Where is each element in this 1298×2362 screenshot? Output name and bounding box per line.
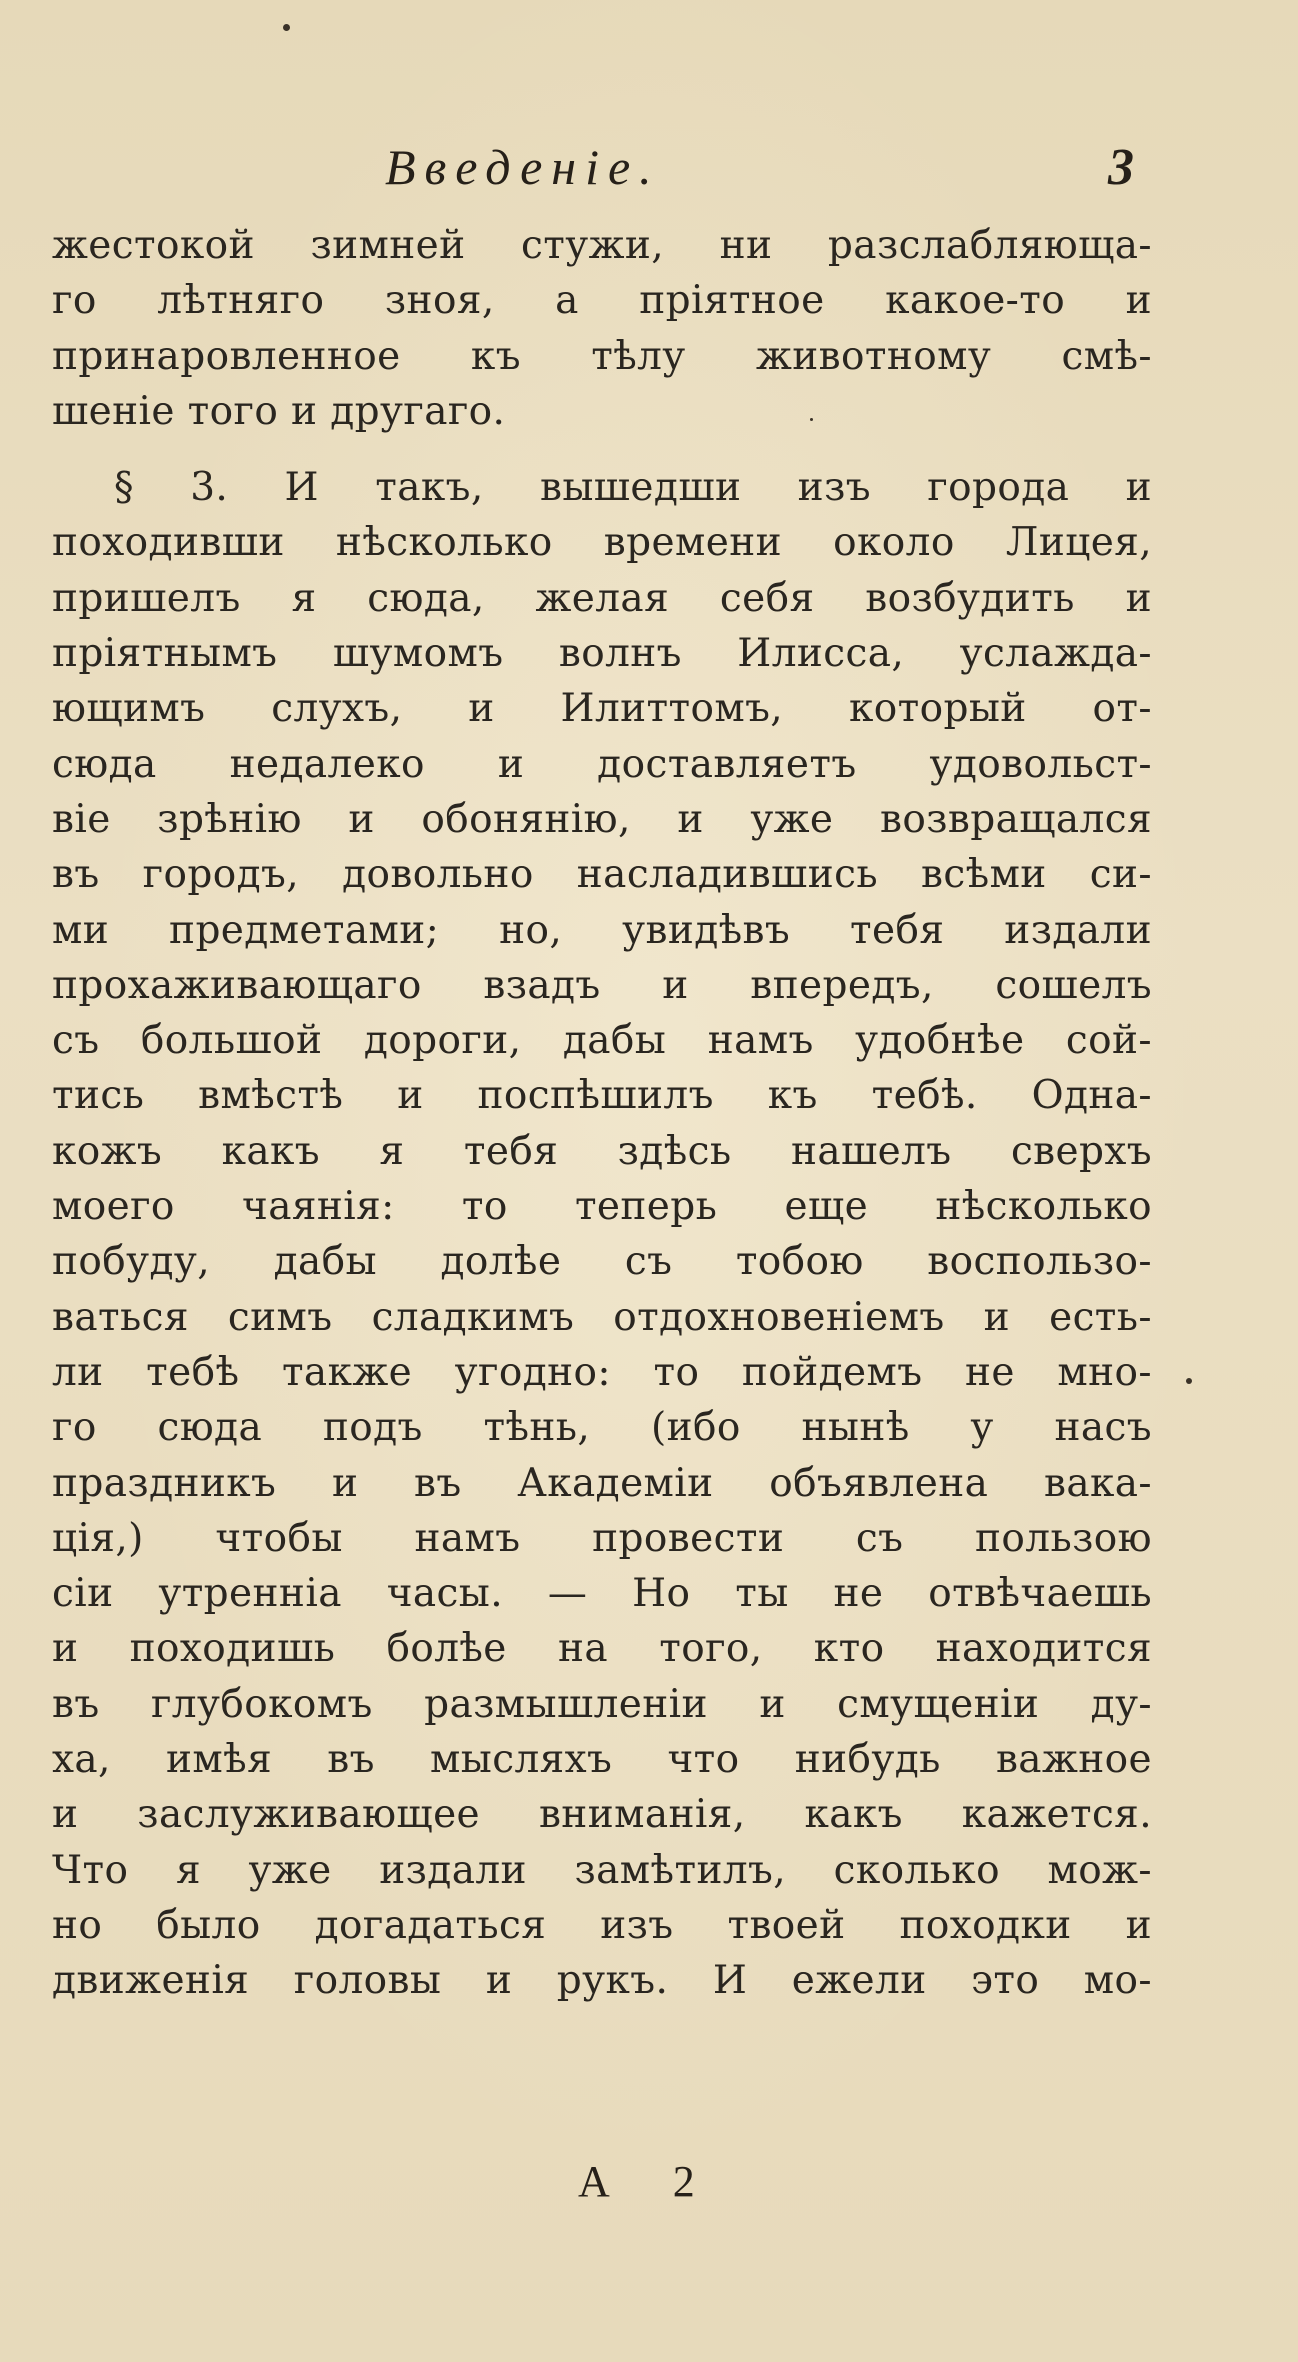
text-line: ющимъ слухъ, и Илиттомъ, который от- — [52, 686, 1152, 732]
text-line: прохаживающаго взадъ и впередъ, сошелъ — [52, 962, 1152, 1008]
text-line: го лѣтняго зноя, а пріятное какое-то и — [52, 278, 1152, 324]
text-line: Что я уже издали замѣтилъ, сколько мож- — [52, 1847, 1152, 1893]
text-line: ція,) чтобы намъ провести съ пользою — [52, 1515, 1152, 1561]
text-line: ха, имѣя въ мысляхъ что нибудь важное — [52, 1737, 1152, 1783]
text-line: въ глубокомъ размышленіи и смущеніи ду- — [52, 1681, 1152, 1727]
text-line: кожъ какъ я тебя здѣсь нашелъ сверхъ — [52, 1128, 1152, 1174]
text-line: праздникъ и въ Академіи объявлена вака- — [52, 1460, 1152, 1506]
text-line: и заслуживающее вниманія, какъ кажется. — [52, 1792, 1152, 1838]
text-line: сюда недалеко и доставляетъ удовольст- — [52, 741, 1152, 787]
page-number: 3 — [1108, 139, 1134, 196]
text-line: но было догадаться изъ твоей походки и — [52, 1902, 1152, 1948]
text-line: віе зрѣнію и обонянію, и уже возвращался — [52, 796, 1152, 842]
text-line: го сюда подъ тѣнь, (ибо нынѣ у насъ — [52, 1405, 1152, 1451]
text-line: ваться симъ сладкимъ отдохновеніемъ и есть- — [52, 1294, 1152, 1340]
text-line: жестокой зимней стужи, ни разслабляюща- — [52, 223, 1152, 268]
text-line: ми предметами; но, увидѣвъ тебя издали — [52, 907, 1152, 953]
text-line: съ большой дороги, дабы намъ удобнѣе сой- — [52, 1018, 1152, 1064]
text-line: сіи утренніа часы. — Но ты не отвѣчаешь — [52, 1571, 1152, 1617]
text-line: пріятнымъ шумомъ волнъ Илисса, услажда- — [52, 631, 1152, 677]
text-line: ли тебѣ также угодно: то пойдемъ не мно- — [52, 1349, 1152, 1395]
text-line: моего чаянія: то теперь еще нѣсколько — [52, 1184, 1152, 1230]
running-title: Введеніе. — [385, 139, 661, 195]
text-line: побуду, дабы долѣе съ тобою воспользо- — [52, 1239, 1152, 1285]
signature-mark: А 2 — [578, 2157, 721, 2206]
paragraph-gap — [52, 439, 1152, 460]
text-line: движенія головы и рукъ. И ежели это мо- — [52, 1958, 1152, 2004]
body-text — [52, 218, 1152, 2009]
running-head — [0, 138, 1298, 208]
text-line: пришелъ я сюда, желая себя возбудить и — [52, 575, 1152, 621]
ink-speck — [283, 24, 290, 31]
text-line: принаровленное къ тѣлу животному смѣ- — [52, 333, 1152, 379]
text-line: тись вмѣстѣ и поспѣшилъ къ тебѣ. Одна- — [52, 1073, 1152, 1119]
text-line: и походишь болѣе на того, кто находится — [52, 1626, 1152, 1672]
text-line: походивши нѣсколько времени около Лицея, — [52, 520, 1152, 566]
text-line: въ городъ, довольно насладившись всѣми си- — [52, 852, 1152, 898]
text-line: § 3. И такъ, вышедши изъ города и — [114, 465, 1152, 511]
text-line: шеніе того и другаго. — [52, 388, 506, 434]
ink-speck — [1186, 1378, 1192, 1384]
